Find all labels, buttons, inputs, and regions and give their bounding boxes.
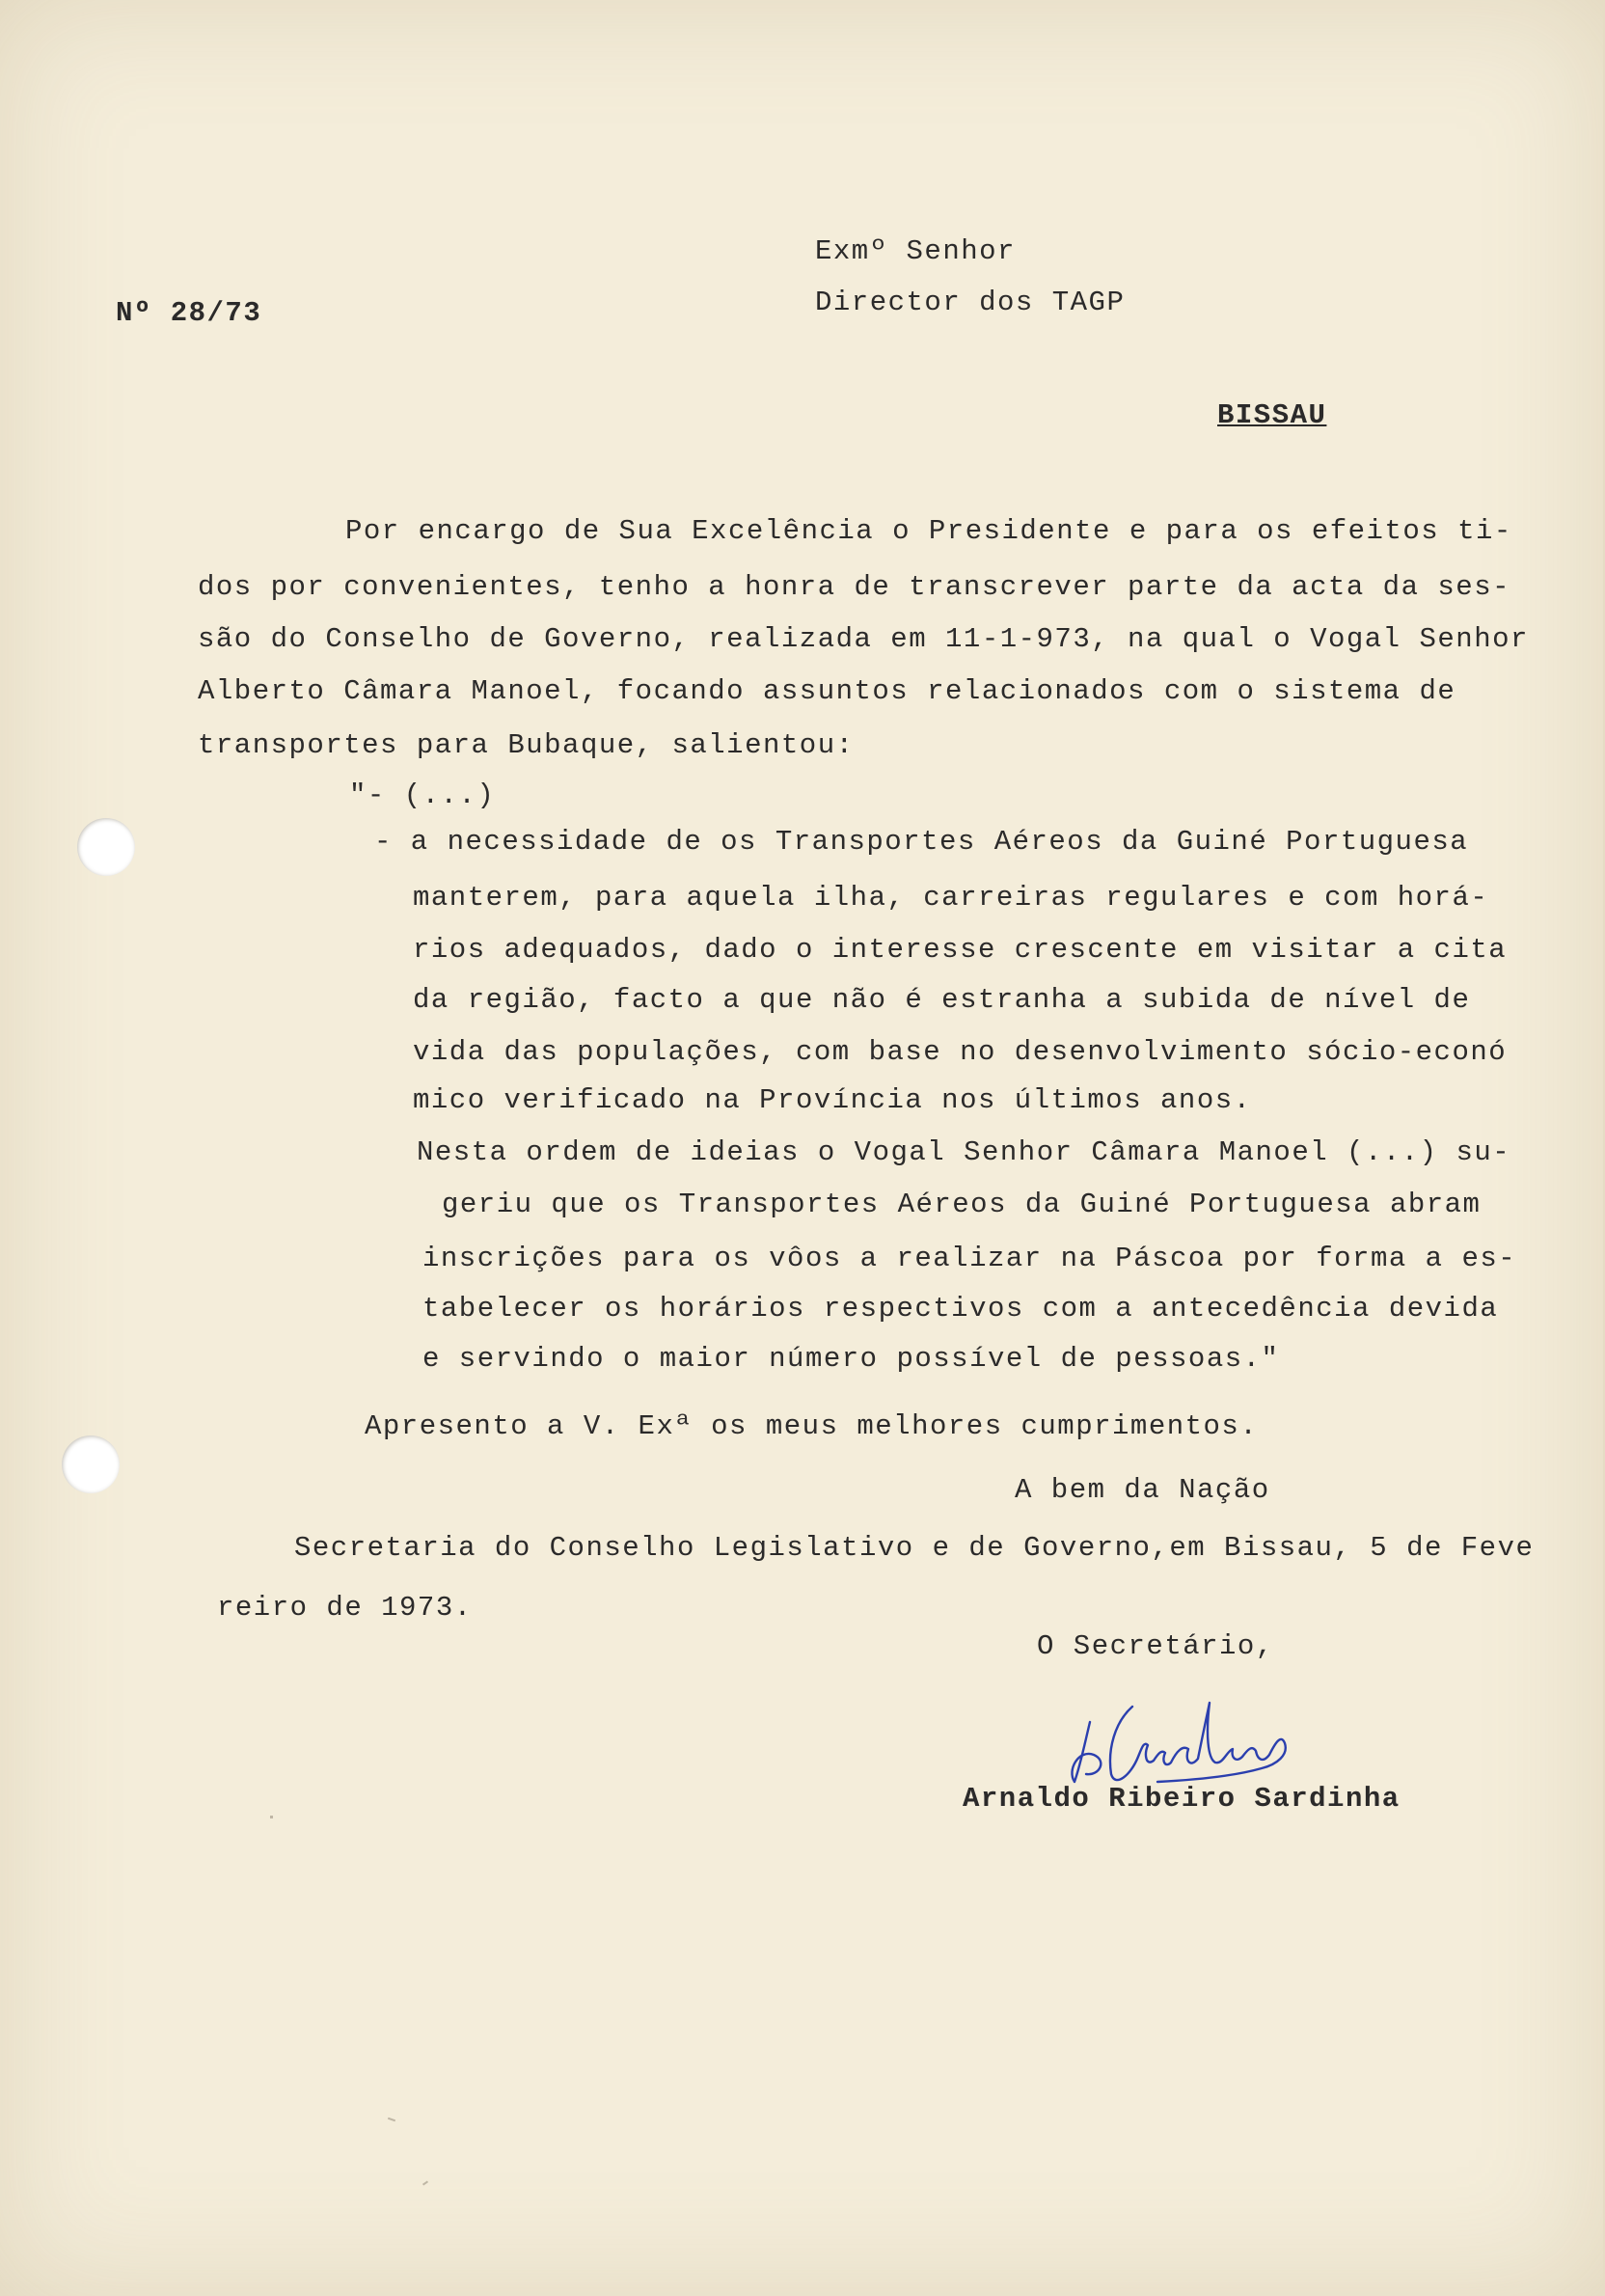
motto: A bem da Nação [1015, 1474, 1270, 1506]
quote-line-10: inscrições para os vôos a realizar na Páscoa por forma a es- [422, 1243, 1517, 1274]
quote-line-3: manterem, para aquela ilha, carreiras regulares e com horá- [413, 882, 1489, 914]
paper-speck [388, 2118, 395, 2122]
handwritten-signature [1061, 1674, 1302, 1799]
quote-line-4: rios adequados, dado o interesse crescente em visitar a cita [413, 934, 1508, 966]
signatory-name: Arnaldo Ribeiro Sardinha [963, 1783, 1401, 1815]
quote-line-11: tabelecer os horários respectivos com a antecedência devida [422, 1293, 1499, 1325]
quote-line-6: vida das populações, com base no desenvolvimento sócio-econó [413, 1036, 1508, 1068]
body-line-5: transportes para Bubaque, salientou: [198, 729, 855, 761]
quote-line-1: "- (...) [349, 779, 496, 811]
body-line-4: Alberto Câmara Manoel, focando assuntos relacionados com o sistema de [198, 675, 1456, 707]
paper-speck [422, 2180, 428, 2185]
place-date-line-1: Secretaria do Conselho Legislativo e de Governo,em Bissau, 5 de Feve [294, 1532, 1535, 1564]
addressee-city: BISSAU [1217, 399, 1327, 431]
reference-number: Nº 28/73 [116, 297, 262, 329]
closing-greeting: Apresento a V. Exª os meus melhores cumprimentos. [365, 1410, 1259, 1442]
paper-speck [270, 1816, 273, 1818]
addressee-title: Director dos TAGP [815, 287, 1126, 318]
body-line-3: são do Conselho de Governo, realizada em 11-1-973, na qual o Vogal Senhor [198, 623, 1529, 655]
punch-hole-lower [62, 1435, 120, 1493]
quote-line-5: da região, facto a que não é estranha a subida de nível de [413, 984, 1471, 1016]
place-date-line-2: reiro de 1973. [217, 1592, 473, 1624]
signatory-role: O Secretário, [1037, 1630, 1274, 1662]
quote-line-9: geriu que os Transportes Aéreos da Guiné Portuguesa abram [442, 1189, 1482, 1220]
body-line-1: Por encargo de Sua Excelência o Presidente e para os efeitos ti- [345, 515, 1512, 547]
body-line-2: dos por convenientes, tenho a honra de transcrever parte da acta da ses- [198, 571, 1511, 603]
addressee-salutation: Exmº Senhor [815, 235, 1016, 267]
punch-hole-upper [77, 818, 135, 876]
quote-line-7: mico verificado na Província nos últimos anos. [413, 1084, 1252, 1116]
quote-line-12: e servindo o maior número possível de pessoas." [422, 1343, 1280, 1375]
quote-line-8: Nesta ordem de ideias o Vogal Senhor Câmara Manoel (...) su- [417, 1136, 1511, 1168]
quote-line-2: - a necessidade de os Transportes Aéreos da Guiné Portuguesa [374, 826, 1469, 858]
